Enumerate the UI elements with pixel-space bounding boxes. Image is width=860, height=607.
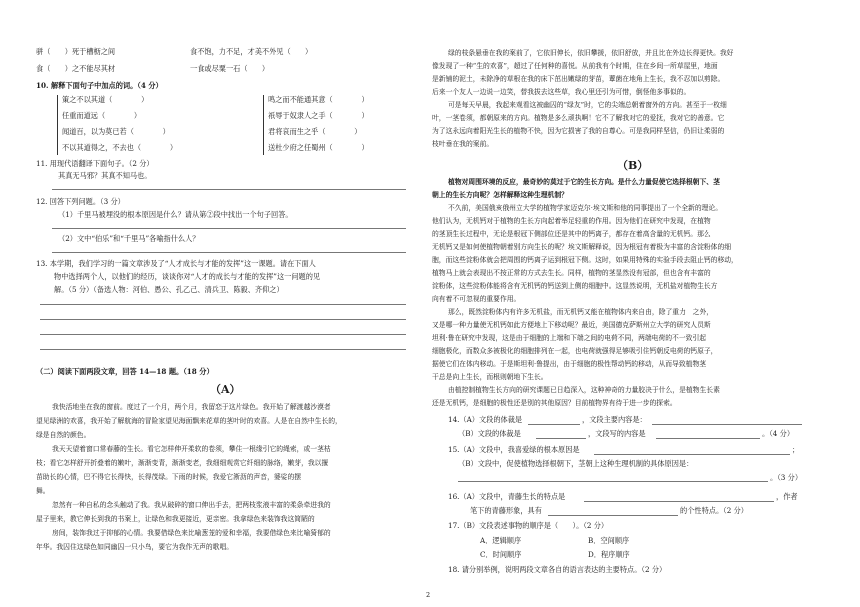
passage-b-line-18: 还是无机钙，是细胞的极性还是别的其他原因？目前植物界有待于进一步的探索。 [432,399,677,407]
q14-b-mid: ，文段写的内容是 [588,429,646,438]
passage-b-line-17: 由植控制植物生长方向的研究课题已日趋深入，这种神奇的力量胶决于什么，是植物生长素 [448,386,720,394]
q12-title: 12. 回答下列问题。（3 分） [36,197,125,206]
q17-option-b[interactable]: B．空间顺序 [588,536,630,545]
q10-left-brace [57,95,61,155]
q18: 18. 请分别举例，说明两段文章各自的语言表达的主要特点。（2 分） [448,565,667,574]
q12-sub-2: （2）文中“伯乐”和“千里马”各喻指什么人？ [58,234,200,243]
section-2-title: （二）阅读下面两段文章，回答 14—18 题。（18 分） [36,367,214,376]
q14-points: 。（4 分） [762,429,795,438]
passage-b-line-13: 坦利·鲁在研究中发现，这是由于细胞的上端和下端之间的电荷不同，两端电荷的不一致引起 [432,334,707,342]
q11-answer-line[interactable] [52,189,406,190]
passage-a-line-6: 苗助长的心情，巴不得它长得快，长得茂绿。下雨的时候，我爱它淅沥的声音，婆娑的摆 [36,473,302,481]
q14-b-blank-2[interactable] [656,438,760,439]
q14-a-blank-1[interactable] [528,424,580,425]
passage-b-line-15: 据使它们在体内移动。于是斯坦利·鲁提出，由于细胞的极性帮动钙的移动，从而导致植物茎 [432,360,707,368]
passage-a-cont-7: 为了这永远向着阳光生长的植物不快，因为它损害了我的自尊心。可是我同样坚信，仍旧让柔弱的 [432,127,725,135]
q10-left-1: 策之不以其道（ ） [62,95,149,104]
q13-line-1: 13. 本学期，我们学习的一篇文章涉及了“人才成长与才能的发挥”这一课题。请在下面人 [36,259,316,268]
passage-a-line-10: 房间，装饰我过于抑郁的心情。我要借绿色来比喻葱茏的爱和幸福，我要借绿色来比喻猗郁的 [52,529,331,537]
passage-a-cont-3: 是新铺的泥土，未除净的草根在我的床下茁出嫩绿的芽苗，蕈菌在地角上生长，我不忍加以剪除。 [432,75,725,83]
q15-a-blank[interactable] [594,454,790,455]
q16-a: 16.（A）文段中，青藤生长的特点是 [448,492,566,501]
passage-a-line-1: 我快活地坐在我的窗前。度过了一个月，两个月，我留恋于这片绿色。我开始了解渡越沙漠者 [52,403,331,411]
q16-tail: ，作者 [776,492,798,501]
passage-a-cont-5: 可是每天早晨，我起来观看这被幽囚的“绿友”时，它的尖端总朝着窗外的方向。甚至于一枚细 [448,101,727,109]
q10-right-brace [263,95,267,155]
passage-b-line-1: 植物对周围环境的反应，最奇妙的莫过于它的生长方向。是什么力量促使它选择根朝下、茎 [448,178,720,186]
q13-answer-line-4[interactable] [40,349,406,350]
q13-line-2: 物中选择两个人，以他们的经历，谈谈你对“人才的成长与才能的发挥”这一问题的见 [54,272,321,281]
q13-answer-line-1[interactable] [40,304,406,305]
q15-points: 。（3 分） [770,473,803,482]
q17: 17.（B）文段表述事物的顺序是（ ）。（2 分） [448,521,609,530]
q15-b-blank[interactable] [458,481,768,482]
q10-right-2: 祇辱于奴隶人之手（ ） [268,111,369,120]
q15-a-semicolon: ； [792,445,800,454]
passage-a-line-8: 忽然有一种自私的念头触动了我。我从破碎的窗口伸出手去，把两枝浆液丰富的柔条牵进我的 [52,501,331,509]
passage-b-line-7: 胞，而这些淀粉体就会把周围的钙离子运到根冠下侧。这时，如果用特殊的实验手段去阻止钙的移动， [432,256,738,264]
passage-b-line-6: 无机钙又是如何使植物朝着别方向生长的呢？埃文斯解释说，因为根冠有着极为丰富的含淀粉体的细 [432,243,732,251]
q9-row-1b: 食不饱，力不足，才美不外见（ ） [190,47,313,56]
q15-b: （B）文段中，促使植物选择根朝下，茎朝上这种生理机制的具体原因是： [458,459,694,468]
q17-option-d[interactable]: D．程序顺序 [588,550,630,559]
q10-right-1: 鸣之而不能通其意（ ） [268,95,369,104]
q17-option-a[interactable]: A．逻辑顺序 [480,536,522,545]
q14-b-label: （B）文段的体裁是 [458,429,521,438]
passage-a-line-3: 绿是自然的颜色。 [36,431,91,439]
passage-a-line-2: 望见绿洲的欢喜，我开始了解航海的冒险家望见海面飘来花草的茎叶时的欢喜。人是在自然中生长的， [36,417,342,425]
q10-title: 10. 解释下面句子中加点的词。（4 分） [36,81,163,90]
q13-answer-line-3[interactable] [40,334,406,335]
passage-a-cont-6: 叶，一茎卷须，都朝原来的方向。植物是多么顽执啊！它不了解我对它的爱抚，我对它的善意。它 [432,114,725,122]
q14-b-blank-1[interactable] [536,438,586,439]
passage-b-label: （B） [617,159,649,172]
passage-b-line-8: 植物马上就会表现出不按正常的方式去生长。同样，植物的茎显然没有冠部，但也含有丰富的 [432,269,711,277]
q14-a-label: 14.（A）文段的体裁是 [448,415,523,424]
q14-a-mid: ，文段主要内容是： [582,415,647,424]
q10-left-3: 闻道百，以为莫已若（ ） [62,127,170,136]
q16-blank-1[interactable] [584,501,774,502]
q10-right-4: 送杜少府之任蜀州（ ） [268,143,369,152]
passage-a-line-11: 年华。我囚住这绿色如同幽囚一只小鸟，要它为我作无声的歌唱。 [36,543,234,551]
passage-a-line-5: 枝；看它怎样舒开折叠着的嫩叶，渐渐变青，渐渐变老，我细细观赏它纤细的脉络，嫩芽，我以揠 [36,459,329,467]
q16-line-2b: 的个性特点。（2 分） [680,506,748,515]
q9-row-2b: 一食或尽粟一石（ ） [190,64,270,73]
passage-b-line-10: 向有着不可忽视的重要作用。 [432,295,521,303]
passage-b-line-2: 朝上的生长方向呢？怎样解释这种生理机制？ [432,191,568,199]
passage-a-line-9: 屋子里来，教它伸长到我的书案上，让绿色和我更接近，更亲密。我拿绿色来装饰我这简陋的 [36,515,315,523]
q16-blank-2[interactable] [548,515,678,516]
q14-a-blank-2[interactable] [652,424,802,425]
passage-a-cont-1: 绿的枝条悬垂在我的案前了，它依旧伸长，依旧攀援，依旧舒放，并且比在外边长得更快。我好 [448,49,734,57]
passage-b-line-12: 又是哪一种力量使无机钙如此方便地上下移动呢？最近，美国德克萨斯州立大学的研究人员斯 [432,321,711,329]
passage-b-line-9: 淀粉体，这些淀粉体能将含有无机钙的钙送到上侧的细胞中。这显然说明，无机盐对植物生长方 [432,282,718,290]
q13-line-3: 解。（5 分）（备选人物：河伯、愚公、孔乙己、清兵卫、陈毅、齐仰之） [54,285,284,294]
passage-b-line-4: 他们认为，无机钙对于植物的生长方向起着举足轻重的作用。因为他们在研究中发现，在植物 [432,217,711,225]
passage-a-cont-2: 像发现了一种“生的欢喜”，超过了任何种的喜悦。从前我有个时期，住在乡间一所草屋里，地面 [432,62,718,70]
passage-a-cont-8: 枝叶垂在我的案前。 [432,140,494,148]
q16-line-2a: 笔下的青藤形象，具有 [470,506,542,515]
passage-b-line-3: 不久前，美国俄亥俄州立大学的植物学家迈克尔·埃文斯和他的同事提出了一个全新的理论。 [448,204,723,212]
page-number: 2 [426,591,431,599]
q11-text: 其真无马邪？其真不知马也。 [58,171,152,180]
q17-option-c[interactable]: C．时间顺序 [480,550,522,559]
q9-row-1a: 骈（ ）死于槽枥之间 [36,47,116,56]
q12-sub-1: （1）千里马被埋没的根本原因是什么？请从第②段中找出一个句子回答。 [58,210,293,219]
q10-left-4: 不以其道得之，不去也（ ） [62,143,178,152]
passage-b-line-11: 那么，既然淀粉体内有许多无机盐，而无机钙又能在植物体内来自由，除了重力 之外， [448,308,714,316]
passage-a-line-4: 我天天望着窗口常春藤的生长。看它怎样伸开柔软的卷须，攀住一根缘引它的绳索，或一茎枯 [52,445,331,453]
q15-a: 15.（A）文段中，我喜爱绿的根本原因是 [448,445,580,454]
q12-answer-line-1[interactable] [52,228,406,229]
q11-title: 11. 用现代语翻译下面句子。（2 分） [36,159,154,168]
passage-b-line-14: 细胞极化，而数众多被极化的细胞排列在一起，也电荷就强得足够吸引住钙朝反电荷的钙原子， [432,347,718,355]
q10-left-2: 任重而道远（ ） [62,111,142,120]
passage-a-cont-4: 后来一个友人一边说一边笑，替我拔去这些草，我心里还引为可惜，倒怪他多事似的。 [432,88,691,96]
passage-a-line-7: 舞。 [36,487,50,495]
q10-right-3: 君将哀而生之乎（ ） [268,127,362,136]
passage-b-line-5: 的茎顶生长过程中，无论是根冠下侧部位还是其中的钙离子，都存在着高含量的无机钙。那么 [432,230,711,238]
q13-answer-line-2[interactable] [40,319,406,320]
q12-answer-line-2[interactable] [52,252,406,253]
passage-a-label: （A） [210,383,241,396]
passage-b-line-16: 干总是向上生长，而根则朝地下生长。 [432,373,548,381]
q9-row-2a: 食（ ）之不能尽其材 [36,64,116,73]
